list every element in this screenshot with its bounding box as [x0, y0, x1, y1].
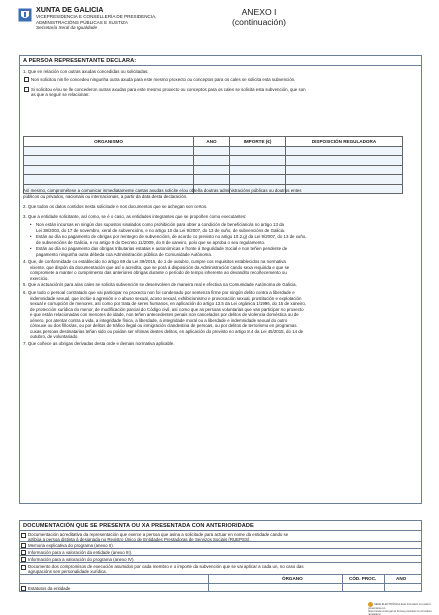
column-divider: [208, 574, 209, 592]
declaration-item-3: 3. Que a entidade solicitante, así como, se é o caso, as entidades integrantes que se propoñen como executantes:: [23, 214, 247, 219]
cell-organismo[interactable]: [24, 156, 194, 165]
table-header-row: [24, 137, 403, 147]
item4-line2: vixente, que dispón da documentación que así o acredita, que se porá á disposición da Administración cando sexa requirida e que se: [30, 264, 290, 270]
declaration-item-2: 2. Que todos os datos contidos nesta solicitude e nos documentos que se achegan son certos.: [23, 204, 208, 209]
bullet-icon: •: [30, 222, 32, 227]
col-disposicion: DISPOSICIÓN REGULADORA: [286, 137, 403, 147]
item4-line1: 4. Que, de conformidade co establecido no artigo 69 da Lei 39/2015, do 1 de outubro, cumpre cos requisitos establecidos na normativa: [23, 259, 286, 264]
table-row: [24, 156, 403, 165]
galicia-shield-icon: [18, 8, 32, 22]
option-other-aid-line1: Si solicitou e/ou se lle concederon outras axudas para este mesmo proxecto ou conceptos para os cales se solicita esta subvención, que son: [31, 86, 306, 92]
cell-organismo[interactable]: [24, 165, 194, 174]
cell-importe[interactable]: [230, 147, 286, 156]
other-aid-table: [23, 136, 403, 194]
declaration-item-5: 5. Que a actuación/s para a/as cales se solicita subvención se desenvolven de maneira real e efectiva na Comunidade Autónoma de Galicia.: [23, 282, 297, 287]
org-line-1: VICEPRESIDENCIA E CONSELLERÍA DE PRESIDENCIA,: [36, 14, 157, 19]
annex-title-block: [214, 7, 304, 27]
option-no-other-aid: Non solicitou nin lle concedeu ningunha outra axuda para este mesmo proxecto ou conceptos para os cales se solicita esta subvención.: [31, 76, 296, 82]
doc-commitments-line1: Documento dos compromisos de execución asumidos por cada membro e o importe da subvención que se vai aplicar a cada un, no caso das: [28, 564, 304, 569]
org-line-2: ADMINISTRACIÓNS PÚBLICAS E XUSTIZA: [36, 19, 128, 25]
cell-disposicion[interactable]: [286, 147, 403, 156]
bullet-icon: •: [30, 234, 32, 239]
doc-program-valuation-label: Información para a valoración do programa (anexo IV).: [28, 557, 135, 562]
doc-row-entity-valuation: [19, 548, 422, 555]
cell-disposicion[interactable]: [286, 184, 403, 193]
item3-bullet3-line2: pagamento ningunha outra débeda coa Administración pública de Comunidade Autónoma.: [36, 251, 212, 257]
cell-organismo[interactable]: [24, 147, 194, 156]
declaration-item-7: 7. Que coñece as obrigas derivadas desta orde e demais normativa aplicable.: [23, 341, 175, 346]
bullet-icon: •: [30, 246, 32, 251]
annex-title: ANEXO I: [241, 7, 277, 17]
documentation-title: DOCUMENTACIÓN QUE SE PRESENTA OU XA PRESENTADA CON ANTERIORIDADE: [20, 521, 421, 531]
cell-ano[interactable]: [194, 147, 230, 156]
item6-line7: cónxuxe ou dos fillos/as, ou por delitos de tráfico ilegal ou inmigración clandestina de persoas, ou por delitos de terrorismo en programas: [30, 323, 297, 328]
commitment-line2: públicos ou privados, nacionais ou internacionais, a partir da data desta declaración.: [23, 194, 188, 199]
doc-representation-line2: atribúa a persoa distinta á designada no Rexistro Único de Entidades Prestadoras de Servizos Sociais (RUEPSS).: [28, 537, 251, 542]
cell-disposicion[interactable]: [286, 175, 403, 184]
item3-bullet1-line1: Non están incursas en ningún dos supostos sinalados como prohibición para obter a condición de beneficiario/a no artigo 13 da: [36, 222, 284, 227]
col-ano: ANO: [194, 137, 230, 147]
page-header: [18, 6, 428, 46]
footer-line2: https://sede.xunta.gal as formas previstas na normativa reguladora: [368, 610, 432, 615]
declaration-title: A PERSOA REPRESENTANTE DECLARA:: [20, 56, 421, 66]
checkbox-other-aid[interactable]: [24, 87, 29, 92]
org-name: XUNTA DE GALICIA: [36, 5, 104, 14]
item3-bullet2-line2: de subvencións de Galicia, e no artigo 9 do Decreto 11/2009, do 8 de xaneiro, polo que se aproba o seu regulamento.: [36, 239, 266, 245]
doc-row-statutes: [19, 583, 422, 592]
checkbox-doc-commitments[interactable]: [21, 565, 26, 570]
item6-line4: de protección xurídica do menor, de modificación parcial do Código civil, así como que as persoas voluntarias que van participar no proxecto: [30, 306, 304, 312]
doc-row-program-valuation: [19, 555, 422, 562]
doc-statutes-label: Estatutos da entidade: [28, 586, 71, 591]
cell-ano[interactable]: [194, 156, 230, 165]
doc-representation-line1: Documentación acreditativa da representación que exerce a persoa que asina a solicitude para actuar en nome da entidade cando se: [28, 532, 289, 537]
item6-line3: sexual e corrupción de menores, así como por trata de seres humanos, en aplicación do artigo 13.5 da Lei orgánica 1/1996, do 15 de xaneiro,: [30, 301, 307, 306]
column-divider: [342, 574, 343, 592]
item6-line6: xénero, por atentar contra a vida, a integridade física, a liberdade, a integridade moral ou a liberdade e indemnidade sexual do outro: [30, 317, 288, 323]
col-organo: ÓRGANO: [282, 576, 303, 581]
footer-line1: SEDE ELECTRÓNICA Este formulario só poderá presentarse en: [368, 603, 431, 610]
declaration-section: [19, 55, 422, 504]
item6-line1: 6. Que todo o persoal contratado que vai participar no proxecto non foi condenado por sentenza firme por ningún delito contra a liberdade e: [23, 290, 295, 295]
col-importe: IMPORTE (€): [230, 137, 286, 147]
item3-bullet1-line2: Lei 38/2003, do 17 de novembro, xeral de subvencións, e no artigo 10 da Lei 9/2007, do 13 de xuño, de subvencións de Galicia.: [36, 227, 286, 233]
cell-ano[interactable]: [194, 175, 230, 184]
item6-line8: cuxas persoas destinatarias teñan sido ou poidan ser vítimas destes delitos, en aplicación do previsto no artigo 8.4 da Lei 45/2015, do 14 de: [30, 328, 304, 334]
org-line-3: Secretaría Xeral da Igualdade: [36, 25, 98, 31]
cell-importe[interactable]: [230, 175, 286, 184]
item3-bullet2-line1: Están ao día no pagamento de obrigas por reintegro de subvencións, de acordo co previsto no artigo 10.2.g) da Lei 9/2007, do 13 de xuño,: [36, 234, 307, 239]
col-organismo: ORGANISMO: [24, 137, 194, 147]
cell-disposicion[interactable]: [286, 156, 403, 165]
option-other-aid-line2: as que a seguir se relacionan:: [31, 92, 90, 97]
doc-row-memoria: [19, 541, 422, 548]
table-row: [24, 147, 403, 156]
table-row: [24, 175, 403, 184]
annex-subtitle: (continuación): [232, 17, 286, 27]
item4-line3: compromete a manter o cumprimento das anteriores obrigas durante o período de tempo inherente ao devandito recoñecemento ou: [30, 270, 287, 275]
checkbox-doc-statutes[interactable]: [21, 586, 26, 591]
checkbox-no-other-aid[interactable]: [24, 77, 29, 82]
cell-disposicion[interactable]: [286, 165, 403, 174]
cell-importe[interactable]: [230, 165, 286, 174]
doc-row-commitments: [19, 562, 422, 574]
item6-line5: e que están relacionadas con menores de idade, non teñen antecedentes penais non cancelados por delitos de violencia doméstica ou de: [30, 312, 299, 317]
doc-memoria-label: Memoria explicativa do programa (anexo II).: [28, 543, 114, 548]
col-cod-proc: CÓD. PROC.: [349, 576, 377, 581]
cell-organismo[interactable]: [24, 175, 194, 184]
item4-line4: exercicio.: [30, 275, 49, 281]
organization-block: [36, 6, 157, 31]
doc-commitments-line2: agrupacións sen personalidade xurídica.: [28, 569, 107, 575]
column-divider: [384, 574, 385, 592]
item6-line9: outubro, de voluntariado.: [30, 334, 79, 339]
footer-notice: [368, 602, 438, 615]
declaration-item-1: 1. Que en relación con outras axudas concedidas ou solicitadas:: [23, 69, 149, 74]
table-row: [24, 165, 403, 174]
col-year: ANO: [396, 576, 407, 581]
item6-line2: indemnidade sexual, que inclúe a agresión e o abuso sexual, acoso sexual, exhibicionismo e provocación sexual, prostitución e explotación: [30, 295, 302, 301]
cell-ano[interactable]: [194, 165, 230, 174]
cell-importe[interactable]: [230, 156, 286, 165]
doc-row-representation: [19, 530, 422, 541]
commitment-line1: Así mesmo, comprométese a comunicar inmediatamente cantas axudas solicite e/ou obteña doutras administracións públicas ou doutros entes: [23, 188, 302, 193]
doc-entity-valuation-label: Información para a valoración da entidade (anexo III).: [28, 550, 133, 555]
item3-bullet3-line1: Están ao día no pagamento das obrigas tributarias estatais e autonómicas e fronte á Seguridade Social e non teñen pendente de: [36, 246, 288, 251]
checkbox-doc-representation[interactable]: [21, 533, 26, 538]
